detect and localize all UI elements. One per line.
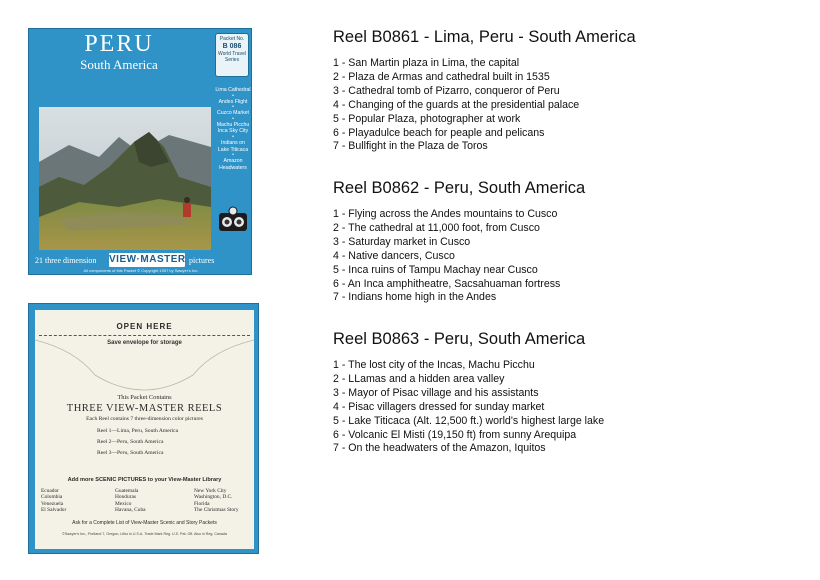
scenic-item: Mexico (115, 500, 132, 507)
reel-picture-item: 6 - An Inca amphitheatre, Sacsahuaman fortress (333, 277, 561, 290)
reel-picture-item: 5 - Popular Plaza, photographer at work (333, 112, 521, 125)
reel-picture-list (333, 359, 604, 456)
legal-fine-print: ©Sawyer's Inc., Portland 7, Oregon, Litho in U.S.A. Trade Mark Reg. U.S. Pat. Off. Also in Reg. Canada (62, 532, 227, 536)
reel-title: Reel B0861 - Lima, Peru - South America (333, 28, 636, 46)
reel-picture-item: 1 - The lost city of the Incas, Machu Picchu (333, 359, 535, 371)
reel-picture-list (333, 57, 636, 154)
reel-picture-item: 5 - Inca ruins of Tampu Machay near Cusco (333, 263, 538, 276)
reel-picture-item: 4 - Pisac villagers dressed for sunday market (333, 400, 545, 413)
reel-picture-item: 4 - Changing of the guards at the presidential palace (333, 98, 580, 111)
contents-item: Amazon Headwaters (219, 158, 247, 171)
ask-for-list-note: Ask for a Complete List of View-Master Scenic and Story Packets (72, 520, 217, 526)
scenic-item: Washington, D.C. (194, 494, 233, 501)
reel-section-b0863 (333, 329, 604, 456)
reel-picture-item: 3 - Mayor of Pisac village and his assistants (333, 386, 539, 399)
bullet-dot: • (232, 133, 234, 140)
reel-picture-item: 4 - Native dancers, Cusco (333, 249, 455, 262)
packet-bottom-line (35, 253, 249, 267)
reel-picture-item: 1 - Flying across the Andes mountains to Cusco (333, 208, 558, 220)
bullet-dot: • (232, 152, 234, 159)
scenic-item: Florida (194, 500, 210, 507)
three-dimension-text: 21 three dimension (35, 256, 97, 265)
reel-picture-item: 6 - Playadulce beach for peaple and pelicans (333, 126, 545, 139)
packet-contains-label: This Packet Contains (117, 394, 172, 401)
packet-front (28, 28, 252, 275)
each-reel-note: Each Reel contains 7 three-dimension color pictures (86, 416, 203, 422)
scenic-item: Honduras (115, 494, 136, 501)
open-here-label: OPEN HERE (116, 322, 173, 331)
contents-item: Indians on Lake Titicaca (217, 139, 249, 153)
bullet-dot: • (232, 92, 234, 99)
pictures-text: pictures (189, 256, 215, 265)
scenic-item: Colombia (41, 494, 63, 501)
reel-picture-item: 7 - Indians home high in the Andes (333, 291, 497, 304)
reel-picture-item: 3 - Cathedral tomb of Pizarro, conqueror of Peru (333, 84, 560, 97)
reel-picture-item: 2 - The cathedral at 11,000 foot, from Cusco (333, 221, 540, 234)
open-cut-line (39, 335, 250, 336)
copyright-fine-print: All components of this Packet © Copyright 1957 by Sawyer's Inc. (83, 268, 199, 273)
contents-item: Machu Picchu Inca Sky City (216, 121, 250, 135)
scenic-item: Ecuador (41, 488, 59, 494)
scenic-item: Guatemala (115, 488, 139, 494)
packet-contents-list (215, 87, 251, 171)
scenic-item: New York City (194, 488, 227, 494)
scenic-column-2 (115, 488, 146, 514)
reel-picture-item: 1 - San Martin plaza in Lima, the capital (333, 57, 520, 69)
reel-picture-item: 7 - On the headwaters of the Amazon, Iquitos (333, 442, 546, 455)
reel-picture-item: 2 - Plaza de Armas and cathedral built in 1535 (333, 70, 550, 83)
scenic-item: El Salvador (41, 507, 67, 514)
packet-number-badge (215, 33, 249, 77)
reel-picture-item: 6 - Volcanic El Misti (19,150 ft) from sunny Arequipa (333, 428, 577, 441)
scenic-item: Havana, Cuba (115, 507, 146, 514)
reel-title: Reel B0863 - Peru, South America (333, 330, 586, 348)
reel-picture-list (333, 208, 585, 305)
scenic-item: The Christmas Story (194, 507, 239, 514)
contents-item: Cuzco Market (217, 110, 249, 117)
packet-subtitle: South America (80, 57, 158, 72)
bullet-dot: • (232, 115, 234, 122)
reel-list-item: Reel 3—Peru, South America (97, 450, 164, 456)
scenic-item: Venezuela (41, 500, 64, 507)
reel-section-b0862 (333, 178, 585, 305)
add-more-heading: Add more SCENIC PICTURES to your View-Master Library (67, 477, 222, 483)
viewmaster-logo: VIEW·MASTER (109, 254, 186, 265)
viewmaster-viewer-icon (217, 205, 249, 237)
scenic-column-1 (41, 488, 66, 514)
reel-list-item: Reel 2—Peru, South America (97, 439, 164, 445)
reel-picture-item: 3 - Saturday market in Cusco (333, 235, 471, 248)
packet-back (28, 303, 259, 554)
packet-label: Packet No. (219, 36, 245, 42)
reel-picture-item: 2 - LLamas and a hidden area valley (333, 372, 505, 385)
bullet-dot: • (232, 104, 234, 111)
save-envelope-label: Save envelope for storage (107, 340, 182, 346)
reel-picture-item: 7 - Bullfight in the Plaza de Toros (333, 140, 488, 153)
reel-list (97, 426, 178, 459)
contents-item: Andes Flight (218, 98, 248, 105)
packet-number: B 086 (222, 43, 242, 50)
packet-title: PERU (84, 31, 154, 57)
reel-section-b0861 (333, 27, 636, 154)
scenic-column-3 (194, 488, 239, 514)
machu-picchu-photo (39, 107, 211, 250)
contents-item: Lima Cathedral (215, 87, 251, 93)
reel-list-item: Reel 1—Lima, Peru, South America (97, 428, 179, 434)
three-reels-heading: THREE VIEW-MASTER REELS (66, 403, 223, 414)
reel-picture-item: 5 - Lake Titicaca (Alt. 12,500 ft.) world's highest large lake (333, 414, 605, 427)
reel-title: Reel B0862 - Peru, South America (333, 179, 586, 197)
packet-series: World Travel Series (218, 51, 246, 63)
